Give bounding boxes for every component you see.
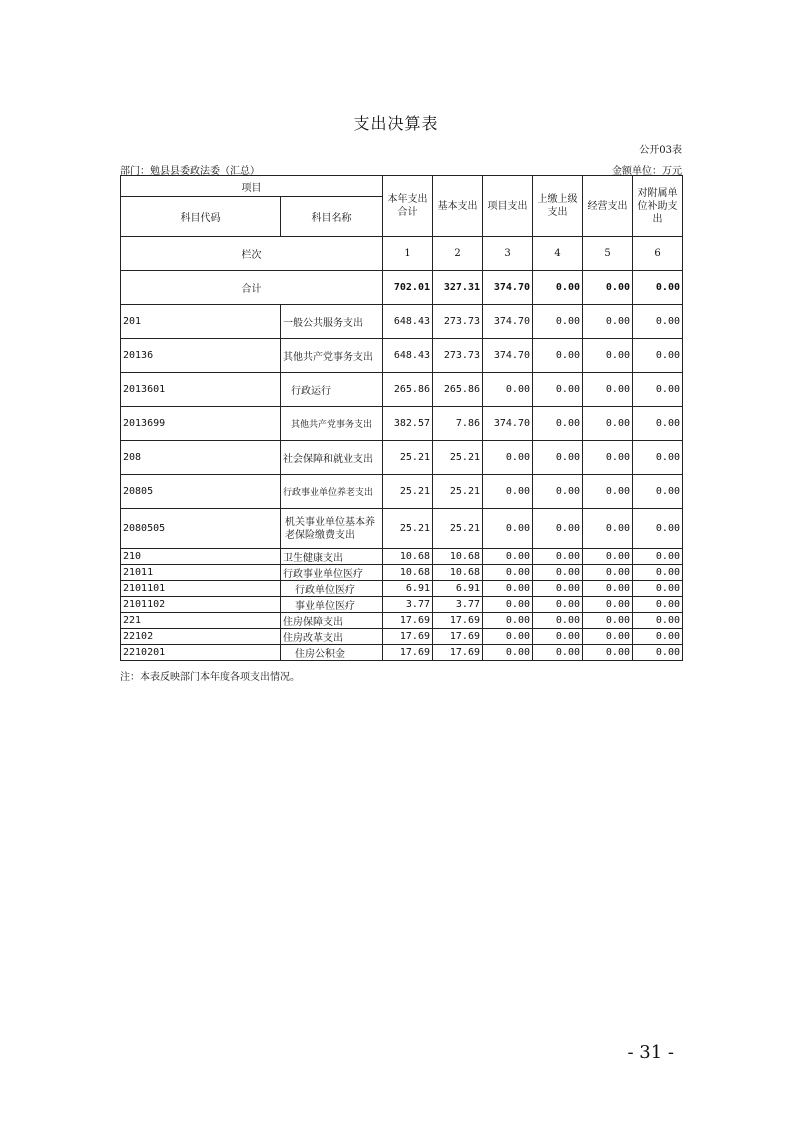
row-value: 0.00 <box>583 629 633 645</box>
row-name: 卫生健康支出 <box>281 549 383 565</box>
row-value: 374.70 <box>483 339 533 373</box>
row-value: 25.21 <box>433 441 483 475</box>
table-row <box>121 441 683 475</box>
total-value: 327.31 <box>433 271 483 305</box>
row-value: 0.00 <box>483 581 533 597</box>
row-value: 0.00 <box>533 645 583 661</box>
row-value: 0.00 <box>633 373 683 407</box>
row-value: 25.21 <box>383 509 433 549</box>
row-value: 0.00 <box>533 441 583 475</box>
row-value: 0.00 <box>633 441 683 475</box>
row-value: 0.00 <box>633 581 683 597</box>
table-note: 注：本表反映部门本年度各项支出情况。 <box>120 672 300 683</box>
row-value: 17.69 <box>433 613 483 629</box>
row-value: 0.00 <box>533 509 583 549</box>
table-row <box>121 305 683 339</box>
row-name: 住房公积金 <box>281 645 383 661</box>
table-row <box>121 581 683 597</box>
row-value: 0.00 <box>483 629 533 645</box>
row-value: 0.00 <box>633 305 683 339</box>
row-value: 10.68 <box>433 549 483 565</box>
row-value: 6.91 <box>383 581 433 597</box>
row-value: 0.00 <box>533 305 583 339</box>
table-row <box>121 549 683 565</box>
row-value: 0.00 <box>483 613 533 629</box>
row-value: 0.00 <box>583 339 633 373</box>
row-name: 住房保障支出 <box>281 613 383 629</box>
row-value: 0.00 <box>533 629 583 645</box>
row-value: 0.00 <box>633 629 683 645</box>
row-value: 0.00 <box>533 565 583 581</box>
row-value: 0.00 <box>583 565 633 581</box>
table-row <box>121 407 683 441</box>
row-code: 20136 <box>121 339 281 373</box>
row-code: 208 <box>121 441 281 475</box>
row-value: 0.00 <box>633 597 683 613</box>
row-code: 221 <box>121 613 281 629</box>
table-row <box>121 565 683 581</box>
col-num: 5 <box>583 237 633 271</box>
amount-unit: 金额单位：万元 <box>612 166 682 177</box>
row-code: 2210201 <box>121 645 281 661</box>
row-value: 25.21 <box>383 475 433 509</box>
total-value: 0.00 <box>633 271 683 305</box>
row-value: 374.70 <box>483 407 533 441</box>
row-label: 栏次 <box>121 237 383 271</box>
header-col5: 经营支出 <box>583 176 633 237</box>
row-value: 0.00 <box>633 339 683 373</box>
row-code: 21011 <box>121 565 281 581</box>
row-name: 行政事业单位医疗 <box>281 565 383 581</box>
row-code: 210 <box>121 549 281 565</box>
expenditure-table <box>120 175 683 661</box>
col-num: 4 <box>533 237 583 271</box>
row-value: 25.21 <box>433 475 483 509</box>
row-value: 0.00 <box>583 373 633 407</box>
header-col2: 基本支出 <box>433 176 483 237</box>
row-value: 0.00 <box>533 597 583 613</box>
row-value: 0.00 <box>583 549 633 565</box>
row-name: 行政运行 <box>281 373 383 407</box>
row-code: 22102 <box>121 629 281 645</box>
row-name: 行政事业单位养老支出 <box>281 475 383 509</box>
row-value: 0.00 <box>483 597 533 613</box>
row-value: 0.00 <box>533 549 583 565</box>
row-value: 0.00 <box>633 645 683 661</box>
header-col3: 项目支出 <box>483 176 533 237</box>
department-label: 部门：勉县县委政法委（汇总） <box>120 166 260 177</box>
row-value: 17.69 <box>433 645 483 661</box>
header-project: 项目 <box>121 176 383 197</box>
total-value: 0.00 <box>583 271 633 305</box>
row-value: 0.00 <box>633 475 683 509</box>
row-value: 0.00 <box>533 475 583 509</box>
row-value: 0.00 <box>583 645 633 661</box>
row-code: 2013699 <box>121 407 281 441</box>
row-value: 0.00 <box>583 441 633 475</box>
table-row <box>121 645 683 661</box>
row-name: 行政单位医疗 <box>281 581 383 597</box>
row-value: 0.00 <box>583 475 633 509</box>
row-value: 10.68 <box>433 565 483 581</box>
table-row <box>121 629 683 645</box>
row-value: 0.00 <box>533 339 583 373</box>
table-row <box>121 339 683 373</box>
row-value: 0.00 <box>483 475 533 509</box>
row-value: 273.73 <box>433 339 483 373</box>
row-value: 273.73 <box>433 305 483 339</box>
row-value: 0.00 <box>483 645 533 661</box>
row-value: 7.86 <box>433 407 483 441</box>
header-col6: 对附属单位补助支出 <box>633 176 683 237</box>
col-num: 3 <box>483 237 533 271</box>
row-value: 0.00 <box>533 581 583 597</box>
header-col1: 本年支出合计 <box>383 176 433 237</box>
row-value: 0.00 <box>583 597 633 613</box>
row-value: 374.70 <box>483 305 533 339</box>
row-name: 一般公共服务支出 <box>281 305 383 339</box>
row-name: 机关事业单位基本养老保险缴费支出 <box>281 509 383 549</box>
row-value: 0.00 <box>633 613 683 629</box>
row-value: 0.00 <box>633 509 683 549</box>
total-value: 702.01 <box>383 271 433 305</box>
total-value: 0.00 <box>533 271 583 305</box>
row-code: 20805 <box>121 475 281 509</box>
table-row <box>121 613 683 629</box>
row-value: 0.00 <box>483 373 533 407</box>
row-code: 2013601 <box>121 373 281 407</box>
row-value: 0.00 <box>583 305 633 339</box>
row-value: 0.00 <box>583 581 633 597</box>
row-value: 648.43 <box>383 339 433 373</box>
table-title: 支出决算表 <box>353 114 439 133</box>
row-name: 住房改革支出 <box>281 629 383 645</box>
row-value: 0.00 <box>633 407 683 441</box>
row-value: 0.00 <box>583 407 633 441</box>
row-value: 0.00 <box>483 441 533 475</box>
row-value: 3.77 <box>433 597 483 613</box>
row-value: 25.21 <box>383 441 433 475</box>
table-row <box>121 475 683 509</box>
row-value: 17.69 <box>383 613 433 629</box>
row-value: 0.00 <box>483 509 533 549</box>
total-value: 374.70 <box>483 271 533 305</box>
row-value: 25.21 <box>433 509 483 549</box>
row-code: 2080505 <box>121 509 281 549</box>
row-value: 0.00 <box>533 613 583 629</box>
row-value: 265.86 <box>433 373 483 407</box>
col-num: 2 <box>433 237 483 271</box>
row-value: 10.68 <box>383 549 433 565</box>
header-code: 科目代码 <box>121 197 281 237</box>
row-value: 0.00 <box>483 565 533 581</box>
form-number: 公开03表 <box>639 145 682 156</box>
row-code: 201 <box>121 305 281 339</box>
row-value: 0.00 <box>583 613 633 629</box>
row-value: 17.69 <box>383 629 433 645</box>
row-name: 事业单位医疗 <box>281 597 383 613</box>
col-num: 1 <box>383 237 433 271</box>
row-value: 0.00 <box>633 565 683 581</box>
row-value: 0.00 <box>483 549 533 565</box>
header-name: 科目名称 <box>281 197 383 237</box>
row-code: 2101102 <box>121 597 281 613</box>
row-value: 3.77 <box>383 597 433 613</box>
row-value: 0.00 <box>533 407 583 441</box>
row-value: 265.86 <box>383 373 433 407</box>
page-number: - 31 - <box>627 1042 674 1063</box>
row-value: 17.69 <box>433 629 483 645</box>
header-col4: 上缴上级支出 <box>533 176 583 237</box>
row-value: 0.00 <box>533 373 583 407</box>
row-value: 6.91 <box>433 581 483 597</box>
row-value: 648.43 <box>383 305 433 339</box>
table-row <box>121 373 683 407</box>
row-value: 0.00 <box>633 549 683 565</box>
row-value: 0.00 <box>583 509 633 549</box>
row-value: 382.57 <box>383 407 433 441</box>
table-row <box>121 509 683 549</box>
table-row <box>121 597 683 613</box>
row-name: 其他共产党事务支出 <box>281 339 383 373</box>
total-label: 合计 <box>121 271 383 305</box>
row-code: 2101101 <box>121 581 281 597</box>
row-name: 社会保障和就业支出 <box>281 441 383 475</box>
row-value: 17.69 <box>383 645 433 661</box>
row-name: 其他共产党事务支出 <box>281 407 383 441</box>
total-row <box>121 271 683 305</box>
col-num: 6 <box>633 237 683 271</box>
row-value: 10.68 <box>383 565 433 581</box>
